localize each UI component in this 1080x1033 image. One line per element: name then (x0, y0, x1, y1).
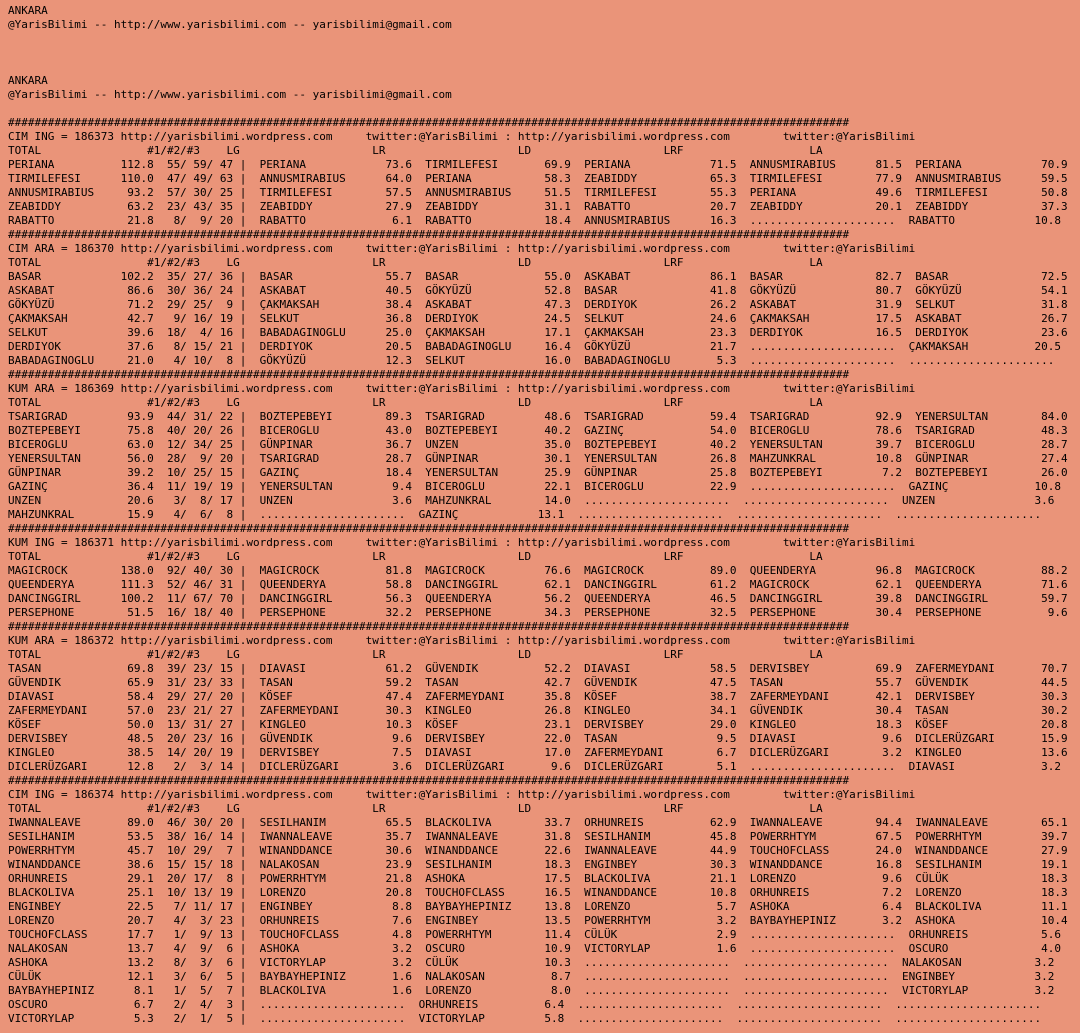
horse-row: ORHUNREIS 29.1 20/ 17/ 8 | POWERRHTYM 21.8 ASHOKA 17.5 BLACKOLIVA 21.1 LORENZO 9.6 CÜLÜK 18.3 (8, 872, 1068, 885)
horse-row: KINGLEO 38.5 14/ 20/ 19 | DERVISBEY 7.5 DIAVASI 17.0 ZAFERMEYDANI 6.7 DICLERÜZGARI 3.2 KINGLEO 13.6 (8, 746, 1068, 759)
horse-row: BOZTEPEBEYI 75.8 40/ 20/ 26 | BICEROGLU 43.0 BOZTEPEBEYI 40.2 GAZINÇ 54.0 BICEROGLU 78.6 TSARIGRAD 48.3 (8, 424, 1068, 437)
header-line: @YarisBilimi -- http://www.yarisbilimi.com -- yarisbilimi@gmail.com (8, 88, 452, 101)
race-title: CIM ARA = 186370 http://yarisbilimi.wordpress.com twitter:@YarisBilimi : http://yarisbilimi.wordpress.com twitter:@YarisBilimi (8, 242, 916, 255)
horse-row: GÜNPINAR 39.2 10/ 25/ 15 | GAZINÇ 18.4 YENERSULTAN 25.9 GÜNPINAR 25.8 BOZTEPEBEYI 7.2 BOZTEPEBEYI 26.0 (8, 466, 1068, 479)
race-title: CIM ING = 186374 http://yarisbilimi.wordpress.com twitter:@YarisBilimi : http://yarisbilimi.wordpress.com twitter:@YarisBilimi (8, 788, 916, 801)
horse-row: WINANDDANCE 38.6 15/ 15/ 18 | NALAKOSAN 23.9 SESILHANIM 18.3 ENGINBEY 30.3 WINANDDANCE 16.8 SESILHANIM 19.1 (8, 858, 1068, 871)
horse-row: MAHZUNKRAL 15.9 4/ 6/ 8 | ...................... GAZINÇ 13.1 ...................... ...................... ...................... (8, 508, 1042, 521)
header-line (8, 102, 1080, 116)
horse-row: TSARIGRAD 93.9 44/ 31/ 22 | BOZTEPEBEYI 89.3 TSARIGRAD 48.6 TSARIGRAD 59.4 TSARIGRAD 92.9 YENERSULTAN 84.0 (8, 410, 1068, 423)
horse-row: NALAKOSAN 13.7 4/ 9/ 6 | ASHOKA 3.2 OSCURO 10.9 VICTORYLAP 1.6 ...................... OSCURO 4.0 (8, 942, 1061, 955)
horse-row: TIRMILEFESI 110.0 47/ 49/ 63 | ANNUSMIRABIUS 64.0 PERIANA 58.3 ZEABIDDY 65.3 TIRMILEFESI 77.9 ANNUSMIRABIUS 59.5 (8, 172, 1068, 185)
horse-row: ENGINBEY 22.5 7/ 11/ 17 | ENGINBEY 8.8 BAYBAYHEPINIZ 13.8 LORENZO 5.7 ASHOKA 6.4 BLACKOLIVA 11.1 (8, 900, 1068, 913)
column-headers: TOTAL #1/#2/#3 LG LR LD LRF LA (8, 802, 823, 815)
separator-line: ############################################################################################################################### (8, 116, 850, 129)
separator-line: ############################################################################################################################### (8, 228, 850, 241)
horse-row: ZEABIDDY 63.2 23/ 43/ 35 | ZEABIDDY 27.9 ZEABIDDY 31.1 RABATTO 20.7 ZEABIDDY 20.1 ZEABIDDY 37.3 (8, 200, 1068, 213)
horse-row: SELKUT 39.6 18/ 4/ 16 | BABADAGINOGLU 25.0 ÇAKMAKSAH 17.1 ÇAKMAKSAH 23.3 DERDIYOK 16.5 DERDIYOK 23.6 (8, 326, 1068, 339)
separator-line: ############################################################################################################################### (8, 774, 850, 787)
horse-row: BICEROGLU 63.0 12/ 34/ 25 | GÜNPINAR 36.7 UNZEN 35.0 BOZTEPEBEYI 40.2 YENERSULTAN 39.7 BICEROGLU 28.7 (8, 438, 1068, 451)
horse-row: POWERRHTYM 45.7 10/ 29/ 7 | WINANDDANCE 30.6 WINANDDANCE 22.6 IWANNALEAVE 44.9 TOUCHOFCLASS 24.0 WINANDDANCE 27.9 (8, 844, 1068, 857)
header-line: @YarisBilimi -- http://www.yarisbilimi.com -- yarisbilimi@gmail.com (8, 18, 452, 31)
horse-row: DICLERÜZGARI 12.8 2/ 3/ 14 | DICLERÜZGARI 3.6 DICLERÜZGARI 9.6 DICLERÜZGARI 5.1 ...................... DIAVASI 3.2 (8, 760, 1061, 773)
header-line: ANKARA (8, 4, 48, 17)
horse-row: DERDIYOK 37.6 8/ 15/ 21 | DERDIYOK 20.5 BABADAGINOGLU 16.4 GÖKYÜZÜ 21.7 ...................... ÇAKMAKSAH 20.5 (8, 340, 1061, 353)
horse-row: DERVISBEY 48.5 20/ 23/ 16 | GÜVENDIK 9.6 DERVISBEY 22.0 TASAN 9.5 DIAVASI 9.6 DICLERÜZGARI 15.9 (8, 732, 1068, 745)
horse-row: ZAFERMEYDANI 57.0 23/ 21/ 27 | ZAFERMEYDANI 30.3 KINGLEO 26.8 KINGLEO 34.1 GÜVENDIK 30.4 TASAN 30.2 (8, 704, 1068, 717)
horse-row: IWANNALEAVE 89.0 46/ 30/ 20 | SESILHANIM 65.5 BLACKOLIVA 33.7 ORHUNREIS 62.9 IWANNALEAVE 94.4 IWANNALEAVE 65.1 (8, 816, 1068, 829)
horse-row: OSCURO 6.7 2/ 4/ 3 | ...................... ORHUNREIS 6.4 ...................... ...................... ...................... (8, 998, 1042, 1011)
horse-row: MAGICROCK 138.0 92/ 40/ 30 | MAGICROCK 81.8 MAGICROCK 76.6 MAGICROCK 89.0 QUEENDERYA 96.8 MAGICROCK 88.2 (8, 564, 1068, 577)
horse-row: BLACKOLIVA 25.1 10/ 13/ 19 | LORENZO 20.8 TOUCHOFCLASS 16.5 WINANDDANCE 10.8 ORHUNREIS 7.2 LORENZO 18.3 (8, 886, 1068, 899)
horse-row: ASKABAT 86.6 30/ 36/ 24 | ASKABAT 40.5 GÖKYÜZÜ 52.8 BASAR 41.8 GÖKYÜZÜ 80.7 GÖKYÜZÜ 54.1 (8, 284, 1068, 297)
header-line (8, 46, 1080, 60)
column-headers: TOTAL #1/#2/#3 LG LR LD LRF LA (8, 256, 823, 269)
column-headers: TOTAL #1/#2/#3 LG LR LD LRF LA (8, 144, 823, 157)
column-headers: TOTAL #1/#2/#3 LG LR LD LRF LA (8, 648, 823, 661)
horse-row: RABATTO 21.8 8/ 9/ 20 | RABATTO 6.1 RABATTO 18.4 ANNUSMIRABIUS 16.3 ...................... RABATTO 10.8 (8, 214, 1061, 227)
race-title: KUM ARA = 186372 http://yarisbilimi.wordpress.com twitter:@YarisBilimi : http://yarisbilimi.wordpress.com twitter:@YarisBilimi (8, 634, 916, 647)
separator-line: ############################################################################################################################### (8, 368, 850, 381)
horse-row: ASHOKA 13.2 8/ 3/ 6 | VICTORYLAP 3.2 CÜLÜK 10.3 ...................... ...................... NALAKOSAN 3.2 (8, 956, 1055, 969)
horse-row: YENERSULTAN 56.0 28/ 9/ 20 | TSARIGRAD 28.7 GÜNPINAR 30.1 YENERSULTAN 26.8 MAHZUNKRAL 10.8 GÜNPINAR 27.4 (8, 452, 1068, 465)
horse-row: VICTORYLAP 5.3 2/ 1/ 5 | ...................... VICTORYLAP 5.8 ...................... ...................... ...................... (8, 1012, 1042, 1025)
column-headers: TOTAL #1/#2/#3 LG LR LD LRF LA (8, 396, 823, 409)
separator-line: ############################################################################################################################### (8, 522, 850, 535)
horse-row: QUEENDERYA 111.3 52/ 46/ 31 | QUEENDERYA 58.8 DANCINGGIRL 62.1 DANCINGGIRL 61.2 MAGICROCK 62.1 QUEENDERYA 71.6 (8, 578, 1068, 591)
horse-row: SESILHANIM 53.5 38/ 16/ 14 | IWANNALEAVE 35.7 IWANNALEAVE 31.8 SESILHANIM 45.8 POWERRHTYM 67.5 POWERRHTYM 39.7 (8, 830, 1068, 843)
horse-row: UNZEN 20.6 3/ 8/ 17 | UNZEN 3.6 MAHZUNKRAL 14.0 ...................... ...................... UNZEN 3.6 (8, 494, 1055, 507)
horse-row: PERSEPHONE 51.5 16/ 18/ 40 | PERSEPHONE 32.2 PERSEPHONE 34.3 PERSEPHONE 32.5 PERSEPHONE 30.4 PERSEPHONE 9.6 (8, 606, 1068, 619)
horse-row: LORENZO 20.7 4/ 3/ 23 | ORHUNREIS 7.6 ENGINBEY 13.5 POWERRHTYM 3.2 BAYBAYHEPINIZ 3.2 ASHOKA 10.4 (8, 914, 1068, 927)
horse-row: GÜVENDIK 65.9 31/ 23/ 33 | TASAN 59.2 TASAN 42.7 GÜVENDIK 47.5 TASAN 55.7 GÜVENDIK 44.5 (8, 676, 1068, 689)
horse-row: TASAN 69.8 39/ 23/ 15 | DIAVASI 61.2 GÜVENDIK 52.2 DIAVASI 58.5 DERVISBEY 69.9 ZAFERMEYDANI 70.7 (8, 662, 1068, 675)
horse-row: PERIANA 112.8 55/ 59/ 47 | PERIANA 73.6 TIRMILEFESI 69.9 PERIANA 71.5 ANNUSMIRABIUS 81.5 PERIANA 70.9 (8, 158, 1068, 171)
horse-row: BASAR 102.2 35/ 27/ 36 | BASAR 55.7 BASAR 55.0 ASKABAT 86.1 BASAR 82.7 BASAR 72.5 (8, 270, 1068, 283)
race-title: KUM ARA = 186369 http://yarisbilimi.wordpress.com twitter:@YarisBilimi : http://yarisbilimi.wordpress.com twitter:@YarisBilimi (8, 382, 916, 395)
horse-row: TOUCHOFCLASS 17.7 1/ 9/ 13 | TOUCHOFCLASS 4.8 POWERRHTYM 11.4 CÜLÜK 2.9 ...................... ORHUNREIS 5.6 (8, 928, 1061, 941)
horse-row: KÖSEF 50.0 13/ 31/ 27 | KINGLEO 10.3 KÖSEF 23.1 DERVISBEY 29.0 KINGLEO 18.3 KÖSEF 20.8 (8, 718, 1068, 731)
horse-row: ANNUSMIRABIUS 93.2 57/ 30/ 25 | TIRMILEFESI 57.5 ANNUSMIRABIUS 51.5 TIRMILEFESI 55.3 PERIANA 49.6 TIRMILEFESI 50.8 (8, 186, 1068, 199)
horse-row: GÖKYÜZÜ 71.2 29/ 25/ 9 | ÇAKMAKSAH 38.4 ASKABAT 47.3 DERDIYOK 26.2 ASKABAT 31.9 SELKUT 31.8 (8, 298, 1068, 311)
horse-row: BABADAGINOGLU 21.0 4/ 10/ 8 | GÖKYÜZÜ 12.3 SELKUT 16.0 BABADAGINOGLU 5.3 ...................... ...................... (8, 354, 1055, 367)
header-line (8, 32, 1080, 46)
horse-row: DANCINGGIRL 100.2 11/ 67/ 70 | DANCINGGIRL 56.3 QUEENDERYA 56.2 QUEENDERYA 46.5 DANCINGGIRL 39.8 DANCINGGIRL 59.7 (8, 592, 1068, 605)
column-headers: TOTAL #1/#2/#3 LG LR LD LRF LA (8, 550, 823, 563)
header-line: ANKARA (8, 74, 48, 87)
separator-line: ############################################################################################################################### (8, 620, 850, 633)
race-title: CIM ING = 186373 http://yarisbilimi.wordpress.com twitter:@YarisBilimi : http://yarisbilimi.wordpress.com twitter:@YarisBilimi (8, 130, 916, 143)
horse-row: DIAVASI 58.4 29/ 27/ 20 | KÖSEF 47.4 ZAFERMEYDANI 35.8 KÖSEF 38.7 ZAFERMEYDANI 42.1 DERVISBEY 30.3 (8, 690, 1068, 703)
horse-row: BAYBAYHEPINIZ 8.1 1/ 5/ 7 | BLACKOLIVA 1.6 LORENZO 8.0 ...................... ...................... VICTORYLAP 3.2 (8, 984, 1055, 997)
header-line (8, 60, 1080, 74)
horse-row: ÇAKMAKSAH 42.7 9/ 16/ 19 | SELKUT 36.8 DERDIYOK 24.5 SELKUT 24.6 ÇAKMAKSAH 17.5 ASKABAT 26.7 (8, 312, 1068, 325)
horse-row: CÜLÜK 12.1 3/ 6/ 5 | BAYBAYHEPINIZ 1.6 NALAKOSAN 8.7 ...................... ...................... ENGINBEY 3.2 (8, 970, 1055, 983)
horse-row: GAZINÇ 36.4 11/ 19/ 19 | YENERSULTAN 9.4 BICEROGLU 22.1 BICEROGLU 22.9 ...................... GAZINÇ 10.8 (8, 480, 1061, 493)
race-title: KUM ING = 186371 http://yarisbilimi.wordpress.com twitter:@YarisBilimi : http://yarisbilimi.wordpress.com twitter:@YarisBilimi (8, 536, 916, 549)
